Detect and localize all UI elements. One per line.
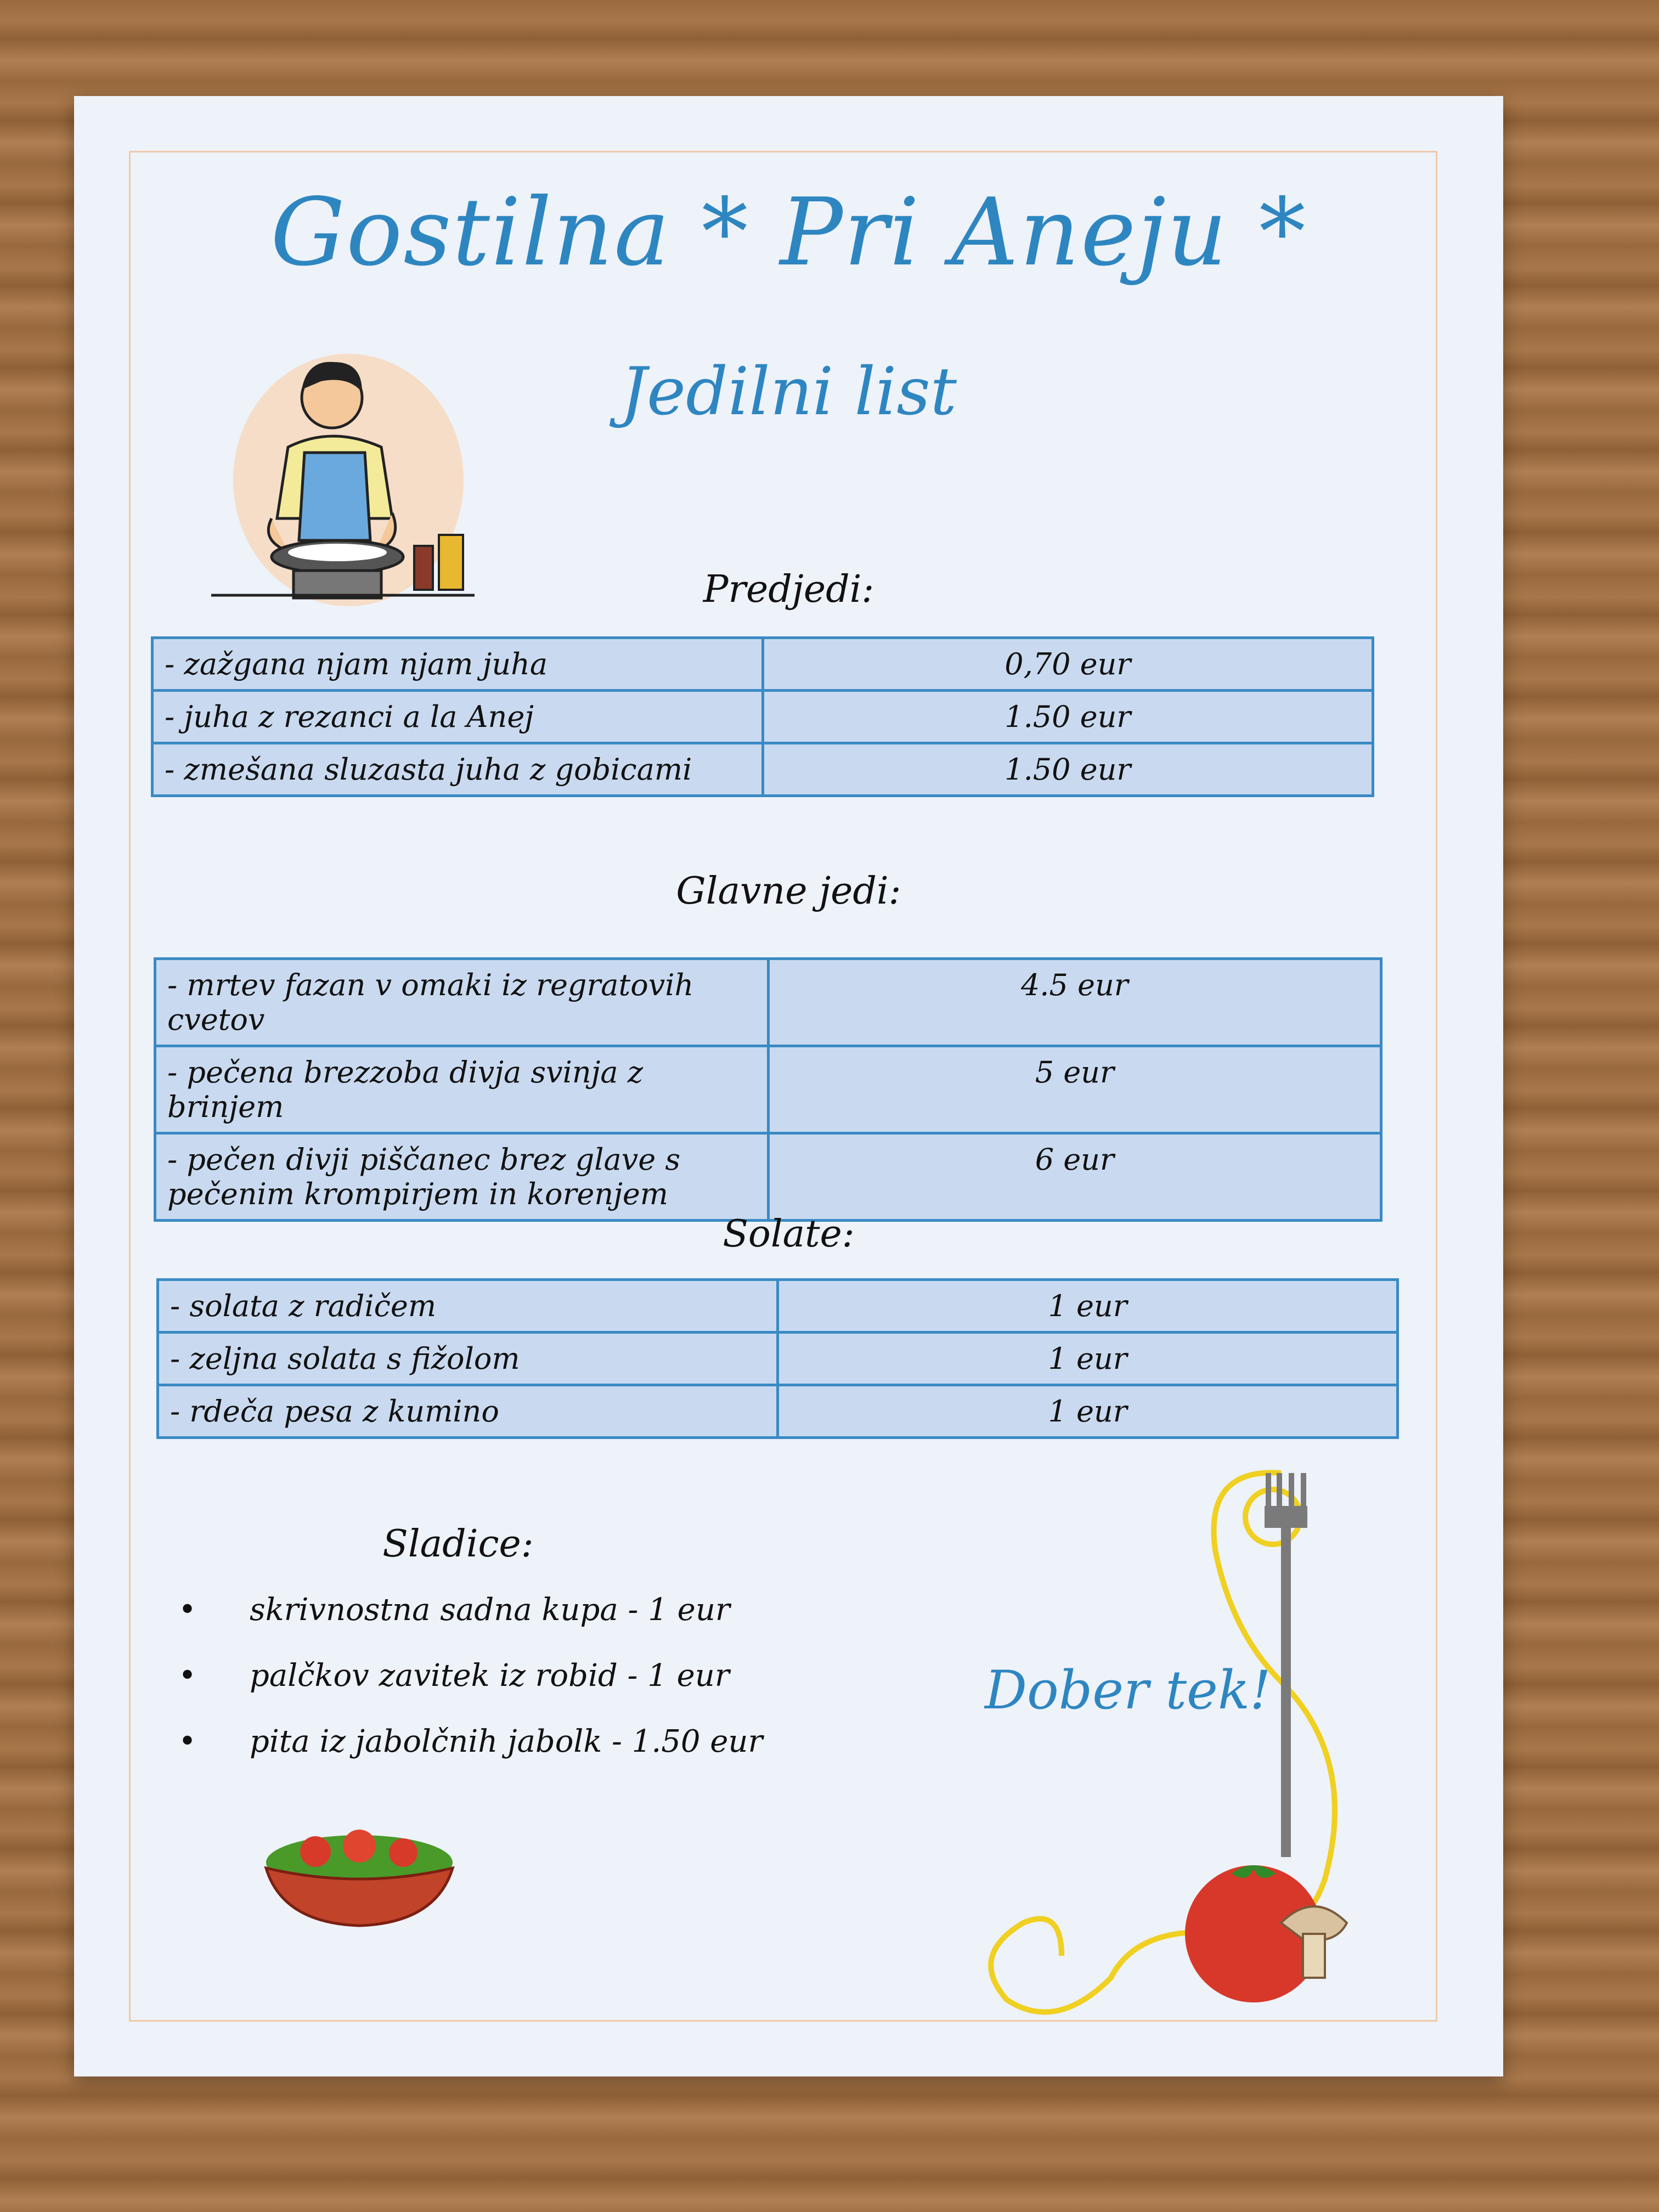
bullet: •: [178, 1592, 197, 1628]
dish-name: - zažgana njam njam juha: [153, 638, 763, 691]
table-row: [158, 1333, 1398, 1385]
dish-name: - pečena brezzoba divja svinja z brinjem: [155, 1046, 769, 1133]
dish-price: 1.50 eur: [763, 691, 1373, 743]
dish-name: - juha z rezanci a la Anej: [153, 691, 763, 743]
section-heading-glavne-jedi: Glavne jedi:: [676, 870, 901, 913]
dish-name: - mrtev fazan v omaki iz regratovih cvetov: [155, 959, 769, 1046]
section-heading-predjedi: Predjedi:: [703, 568, 874, 611]
dish-name: - rdeča pesa z kumino: [158, 1385, 778, 1438]
table-row: [155, 1133, 1381, 1221]
salad-bowl-illustration: [255, 1813, 464, 1934]
table-glavne-jedi: [154, 957, 1383, 1222]
dessert-item: palčkov zavitek iz robid - 1 eur: [250, 1658, 730, 1694]
table-row: [158, 1385, 1398, 1438]
section-heading-sladice: Sladice:: [382, 1522, 534, 1566]
dish-name: - pečen divji piščanec brez glave s pečenim krompirjem in korenjem: [155, 1133, 769, 1221]
table-solate: [156, 1278, 1399, 1439]
list-item: [178, 1577, 763, 1643]
restaurant-title: Gostilna * Pri Aneju *: [270, 178, 1307, 287]
dish-price: 0,70 eur: [763, 638, 1373, 691]
table-row: [158, 1280, 1398, 1333]
fork-tomato-illustration: [974, 1451, 1457, 2066]
dish-price: 4.5 eur: [768, 959, 1381, 1046]
section-heading-solate: Solate:: [723, 1212, 855, 1256]
menu-subtitle: Jedilni list: [620, 354, 957, 430]
dish-name: - zmešana sluzasta juha z gobicami: [153, 743, 763, 796]
dish-price: 1 eur: [778, 1280, 1398, 1333]
list-item: [178, 1709, 763, 1775]
dessert-list: [178, 1577, 763, 1775]
table-row: [155, 1046, 1381, 1133]
dish-price: 5 eur: [768, 1046, 1381, 1133]
table-row: [153, 691, 1373, 743]
bullet: •: [178, 1724, 197, 1759]
dish-price: 1 eur: [778, 1385, 1398, 1438]
table-row: [153, 638, 1373, 691]
dish-price: 1 eur: [778, 1333, 1398, 1385]
table-row: [155, 959, 1381, 1046]
closing-greeting: Dober tek!: [985, 1660, 1271, 1721]
bullet: •: [178, 1658, 197, 1694]
dessert-item: pita iz jabolčnih jabolk - 1.50 eur: [250, 1724, 763, 1759]
list-item: [178, 1643, 763, 1709]
table-row: [153, 743, 1373, 796]
dish-name: - solata z radičem: [158, 1280, 778, 1333]
table-predjedi: [151, 636, 1374, 797]
dish-price: 6 eur: [768, 1133, 1381, 1221]
menu-sheet: [74, 96, 1503, 2076]
dessert-item: skrivnostna sadna kupa - 1 eur: [250, 1592, 730, 1628]
dish-name: - zeljna solata s fižolom: [158, 1333, 778, 1385]
dish-price: 1.50 eur: [763, 743, 1373, 796]
